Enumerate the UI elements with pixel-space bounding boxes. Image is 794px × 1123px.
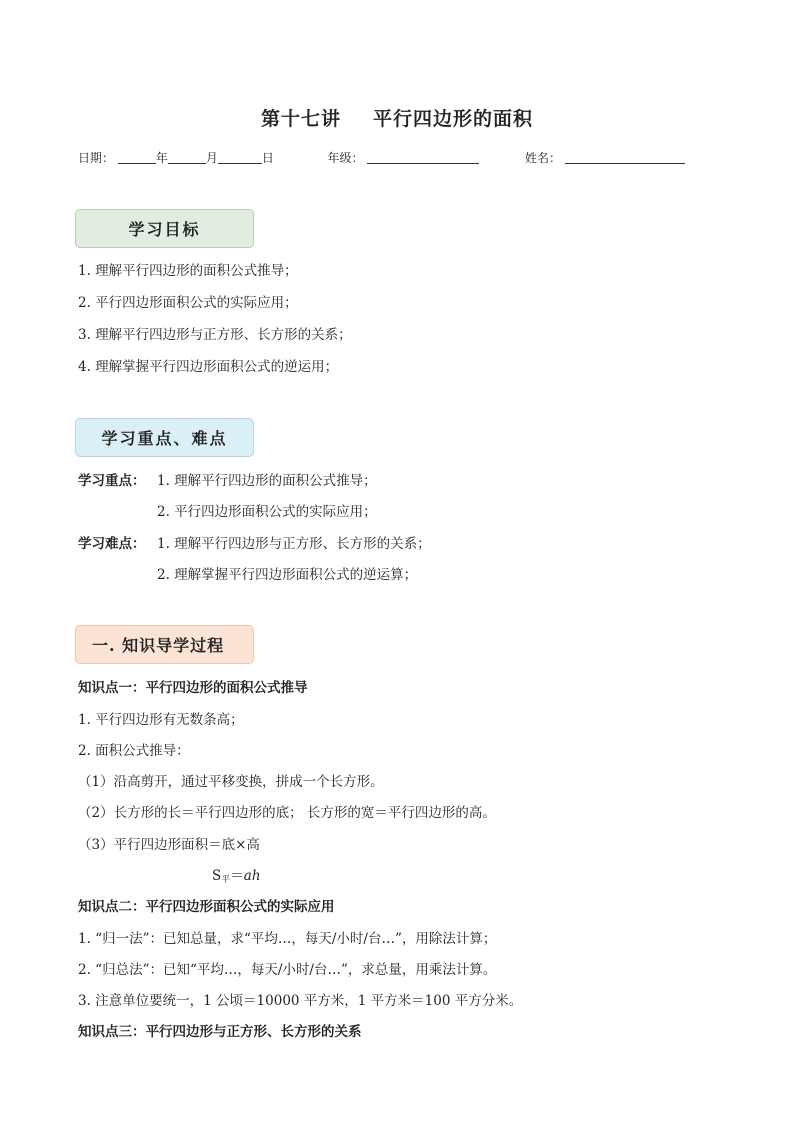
- formula-ah: ah: [243, 868, 261, 884]
- goal-item: 3. 理解平行四边形与正方形、长方形的关系；: [78, 327, 352, 343]
- goals-heading: 学习目标: [75, 209, 254, 248]
- kp1-item: 2. 面积公式推导：: [78, 743, 190, 759]
- kp1-title: 知识点一：平行四边形的面积公式推导: [78, 680, 308, 696]
- focus-heading: 学习重点、难点: [75, 418, 254, 457]
- grade-label: 年级：: [327, 151, 364, 165]
- formula-equals: ＝: [230, 868, 244, 884]
- kp1-step: （1）沿高剪开，通过平移变换，拼成一个长方形。: [78, 774, 384, 790]
- lecture-topic: 平行四边形的面积: [373, 108, 534, 130]
- kp2-item: 3. 注意单位要统一，1 公顷＝10000 平方米，1 平方米＝100 平方分米。: [78, 993, 523, 1009]
- day-blank: [218, 151, 262, 164]
- kp2-title: 知识点二：平行四边形面积公式的实际应用: [78, 899, 335, 915]
- name-blank: [565, 151, 685, 164]
- formula-s: S: [212, 868, 222, 884]
- month-blank: [168, 151, 206, 164]
- difficulty-item: 1. 理解平行四边形与正方形、长方形的关系；: [157, 536, 431, 552]
- month-label: 月: [205, 151, 218, 165]
- kp1-step: （3）平行四边形面积＝底×高: [78, 837, 260, 853]
- kp2-item: 2. “归总法”：已知“平均…，每天/小时/台…”，求总量，用乘法计算。: [78, 962, 497, 978]
- student-info-row: [78, 149, 738, 166]
- page-title: [0, 104, 794, 131]
- lecture-number: 第十七讲: [260, 108, 341, 130]
- date-label: 日期：: [78, 151, 115, 165]
- day-label: 日: [261, 151, 274, 165]
- kp3-title: 知识点三：平行四边形与正方形、长方形的关系: [78, 1024, 362, 1040]
- goal-item: 2. 平行四边形面积公式的实际应用；: [78, 295, 298, 311]
- goal-item: 4. 理解掌握平行四边形面积公式的逆运用；: [78, 359, 339, 375]
- name-label: 姓名：: [525, 151, 562, 165]
- year-label: 年: [155, 151, 168, 165]
- focus-label: 学习重点：: [78, 473, 146, 489]
- kp1-step: （2）长方形的长＝平行四边形的底； 长方形的宽＝平行四边形的高。: [78, 805, 496, 821]
- kp2-item: 1. “归一法”：已知总量，求“平均…，每天/小时/台…”，用除法计算；: [78, 931, 497, 947]
- goal-item: 1. 理解平行四边形的面积公式推导；: [78, 263, 298, 279]
- kp1-item: 1. 平行四边形有无数条高；: [78, 712, 244, 728]
- difficulty-item: 2. 理解掌握平行四边形面积公式的逆运算；: [157, 567, 418, 583]
- year-blank: [118, 151, 156, 164]
- focus-item: 2. 平行四边形面积公式的实际应用；: [157, 504, 377, 520]
- difficulty-label: 学习难点：: [78, 536, 146, 552]
- process-heading: 一. 知识导学过程: [75, 625, 254, 664]
- grade-blank: [367, 151, 479, 164]
- area-formula: [212, 867, 261, 889]
- formula-subscript: 平: [221, 875, 231, 885]
- focus-item: 1. 理解平行四边形的面积公式推导；: [157, 473, 377, 489]
